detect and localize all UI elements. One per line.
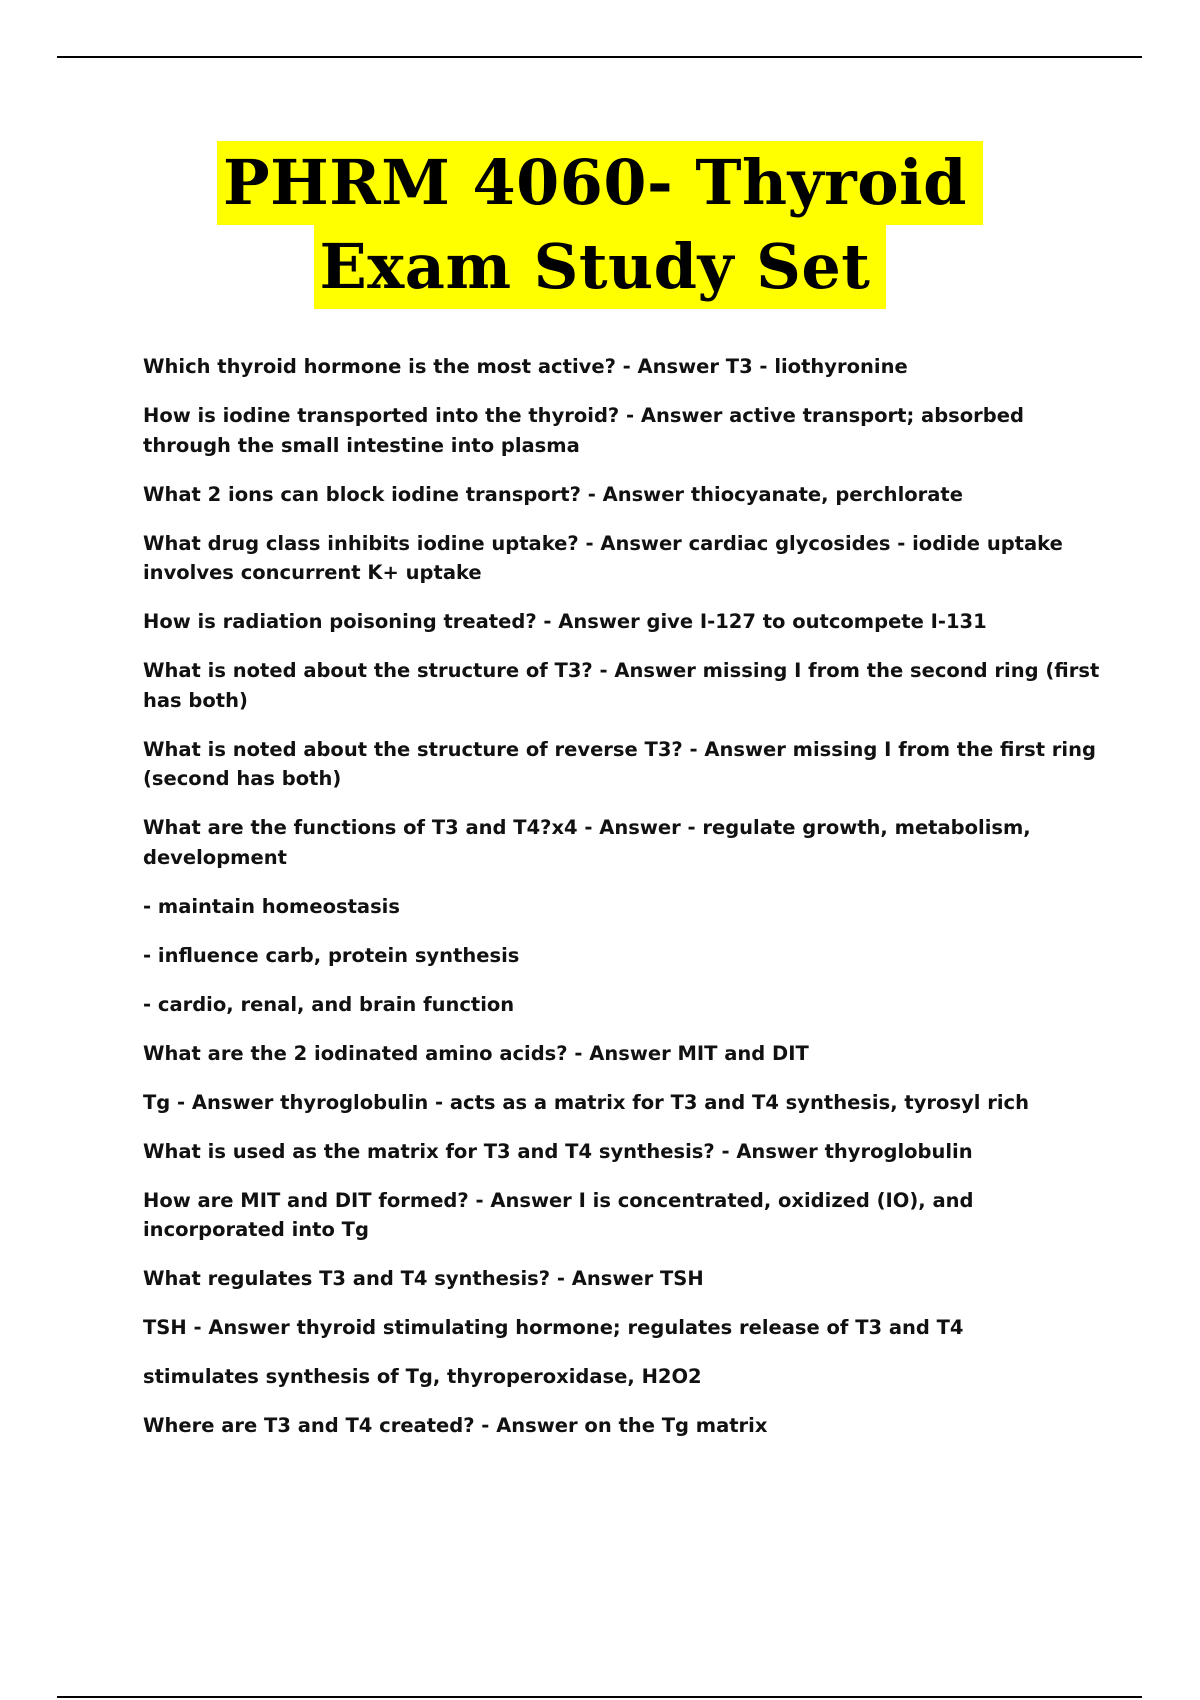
qa-list [143,352,1103,1460]
qa-entry: Tg - Answer thyroglobulin - acts as a matrix for T3 and T4 synthesis, tyrosyl rich [143,1090,1029,1114]
qa-entry: How is iodine transported into the thyroid? - Answer active transport; absorbed through the small intestine into plasma [143,404,1024,457]
qa-entry: - influence carb, protein synthesis [143,943,520,967]
qa-entry: What is noted about the structure of T3? - Answer missing I from the second ring (first has both) [143,659,1100,712]
qa-entry: What is noted about the structure of reverse T3? - Answer missing I from the first ring (second has both) [143,737,1096,790]
qa-entry: How is radiation poisoning treated? - Answer give I-127 to outcompete I-131 [143,610,987,633]
qa-entry: Where are T3 and T4 created? - Answer on the Tg matrix [143,1414,768,1437]
top-rule [57,56,1142,58]
qa-entry: What drug class inhibits iodine uptake? - Answer cardiac glycosides - iodide uptake involves concurrent K+ uptake [143,531,1063,584]
qa-entry: stimulates synthesis of Tg, thyroperoxidase, H2O2 [143,1365,702,1388]
bottom-rule [57,1696,1142,1698]
qa-entry: TSH - Answer thyroid stimulating hormone; regulates release of T3 and T4 [143,1316,964,1339]
title-line-2: Exam Study Set [314,225,887,309]
qa-entry: What are the functions of T3 and T4?x4 - Answer - regulate growth, metabolism, development [143,816,1031,869]
document-title [0,141,1200,309]
qa-entry: What are the 2 iodinated amino acids? - Answer MIT and DIT [143,1041,809,1065]
qa-entry: What is used as the matrix for T3 and T4 synthesis? - Answer thyroglobulin [143,1139,973,1163]
title-line-1: PHRM 4060- Thyroid [217,141,983,225]
qa-entry: - maintain homeostasis [143,894,400,918]
qa-entry: Which thyroid hormone is the most active? - Answer T3 - liothyronine [143,355,908,378]
qa-entry: What 2 ions can block iodine transport? - Answer thiocyanate, perchlorate [143,482,963,506]
qa-entry: - cardio, renal, and brain function [143,992,515,1016]
qa-entry: What regulates T3 and T4 synthesis? - Answer TSH [143,1267,704,1290]
qa-entry: How are MIT and DIT formed? - Answer I is concentrated, oxidized (IO), and incorporated into Tg [143,1188,974,1241]
